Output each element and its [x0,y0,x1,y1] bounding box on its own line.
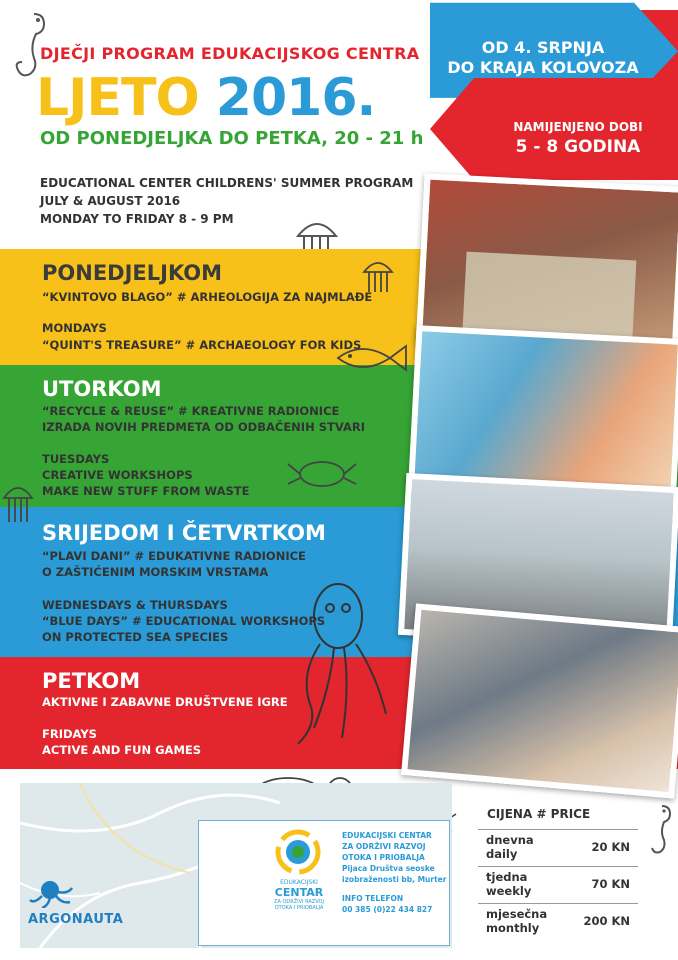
monday-desc: “KVINTOVO BLAGO” # ARHEOLOGIJA ZA NAJMLAĐE [42,290,373,304]
argonauta-logo-text: ARGONAUTA [28,912,124,927]
tuesday-desc: “RECYCLE & REUSE” # KREATIVNE RADIONICE [42,404,340,418]
english-intro-line: EDUCATIONAL CENTER CHILDRENS' SUMMER PROGRAM [40,176,414,190]
center-info-box [198,820,450,946]
schedule-text: OD PONEDJELJKA DO PETKA, 20 - 21 h [40,128,424,149]
friday-en-day: FRIDAYS [42,727,97,741]
price-value: 70 KN [591,877,630,891]
wed-thu-desc: O ZAŠTIĆENIM MORSKIM VRSTAMA [42,565,269,579]
argonauta-logo [28,878,124,927]
octopus-doodle-icon [290,572,400,752]
price-row-weekly [478,866,638,903]
title-word: LJETO [36,68,199,128]
wed-thu-desc: “PLAVI DANI” # EDUKATIVNE RADIONICE [42,549,306,563]
photo-games [401,603,678,798]
monday-en-desc: “QUINT'S TREASURE” # ARCHAEOLOGY FOR KIDS [42,338,362,352]
fish-doodle-icon [332,336,412,380]
crab-doodle-icon [282,448,362,498]
price-label-hr: tjedna [486,870,528,884]
price-value: 20 KN [591,840,630,854]
phone-label: INFO TELEFON [342,894,404,903]
monday-en-day: MONDAYS [42,321,107,335]
center-address-line: Pijaca Društva seoske [342,864,435,873]
wed-thu-title: SRIJEDOM I ČETVRTKOM [42,521,326,545]
program-pretitle: DJEČJI PROGRAM EDUKACIJSKOG CENTRA [40,44,420,63]
program-title [36,68,375,128]
title-year: 2016. [215,68,376,128]
center-logo-text [265,879,333,911]
age-arrow [480,120,676,157]
center-logo-icon [275,829,321,875]
octopus-logo-icon [28,878,88,908]
price-value: 200 KN [583,914,630,928]
center-logo-line: OTOKA I PRIOBALJA [274,905,324,911]
price-label-en: weekly [486,884,532,898]
wed-thu-en-day: WEDNESDAYS & THURSDAYS [42,598,228,612]
price-label [486,907,547,935]
jellyfish-doodle-icon [360,256,396,300]
jellyfish-doodle-icon [0,480,36,530]
center-address-line: izobraženosti bb, Murter [342,875,447,884]
phone-number: 00 385 (0)22 434 827 [342,905,433,914]
dates-line: OD 4. SRPNJA [481,38,605,57]
price-label-en: daily [486,847,518,861]
center-logo-line: CENTAR [274,886,324,899]
tuesday-en-desc: MAKE NEW STUFF FROM WASTE [42,484,250,498]
wed-thu-en-desc: ON PROTECTED SEA SPECIES [42,630,229,644]
age-range: 5 - 8 GODINA [515,137,641,157]
seahorse-doodle-icon [4,6,52,84]
center-name-line: ZA ODRŽIVI RAZVOJ [342,842,426,851]
seahorse-doodle-icon [648,800,676,860]
price-row-monthly [478,903,638,940]
center-contact [342,830,446,915]
center-logo-line: ZA ODRŽIVI RAZVOJ [274,899,324,905]
tuesday-en-day: TUESDAYS [42,452,110,466]
price-label-hr: mjesečna [486,907,548,921]
friday-desc: AKTIVNE I ZABAVNE DRUŠTVENE IGRE [42,695,288,709]
dates-line: DO KRAJA KOLOVOZA [447,58,639,77]
english-intro [40,174,413,228]
tuesday-en-desc: CREATIVE WORKSHOPS [42,468,193,482]
center-name-line: OTOKA I PRIOBALJA [342,853,425,862]
tuesday-title: UTORKOM [42,377,162,401]
english-intro-line: MONDAY TO FRIDAY 8 - 9 PM [40,212,234,226]
center-name-line: EDUKACIJSKI CENTAR [342,831,432,840]
tuesday-desc: IZRADA NOVIH PREDMETA OD ODBAČENIH STVARI [42,420,365,434]
center-logo-line: EDUKACIJSKI [280,879,318,886]
price-label-en: monthly [486,921,540,935]
friday-title: PETKOM [42,669,141,693]
price-label [486,870,531,898]
price-label-hr: dnevna [486,833,534,847]
price-label [486,833,534,861]
monday-title: PONEDJELJKOM [42,261,223,285]
wed-thu-en-desc: “BLUE DAYS” # EDUCATIONAL WORKSHOPS [42,614,326,628]
dates-arrow [440,38,646,78]
price-title: CIJENA # PRICE [487,807,591,821]
price-row-daily [478,829,638,866]
age-label: NAMIJENJENO DOBI [513,120,643,134]
english-intro-line: JULY & AUGUST 2016 [40,194,181,208]
friday-en-desc: ACTIVE AND FUN GAMES [42,743,202,757]
